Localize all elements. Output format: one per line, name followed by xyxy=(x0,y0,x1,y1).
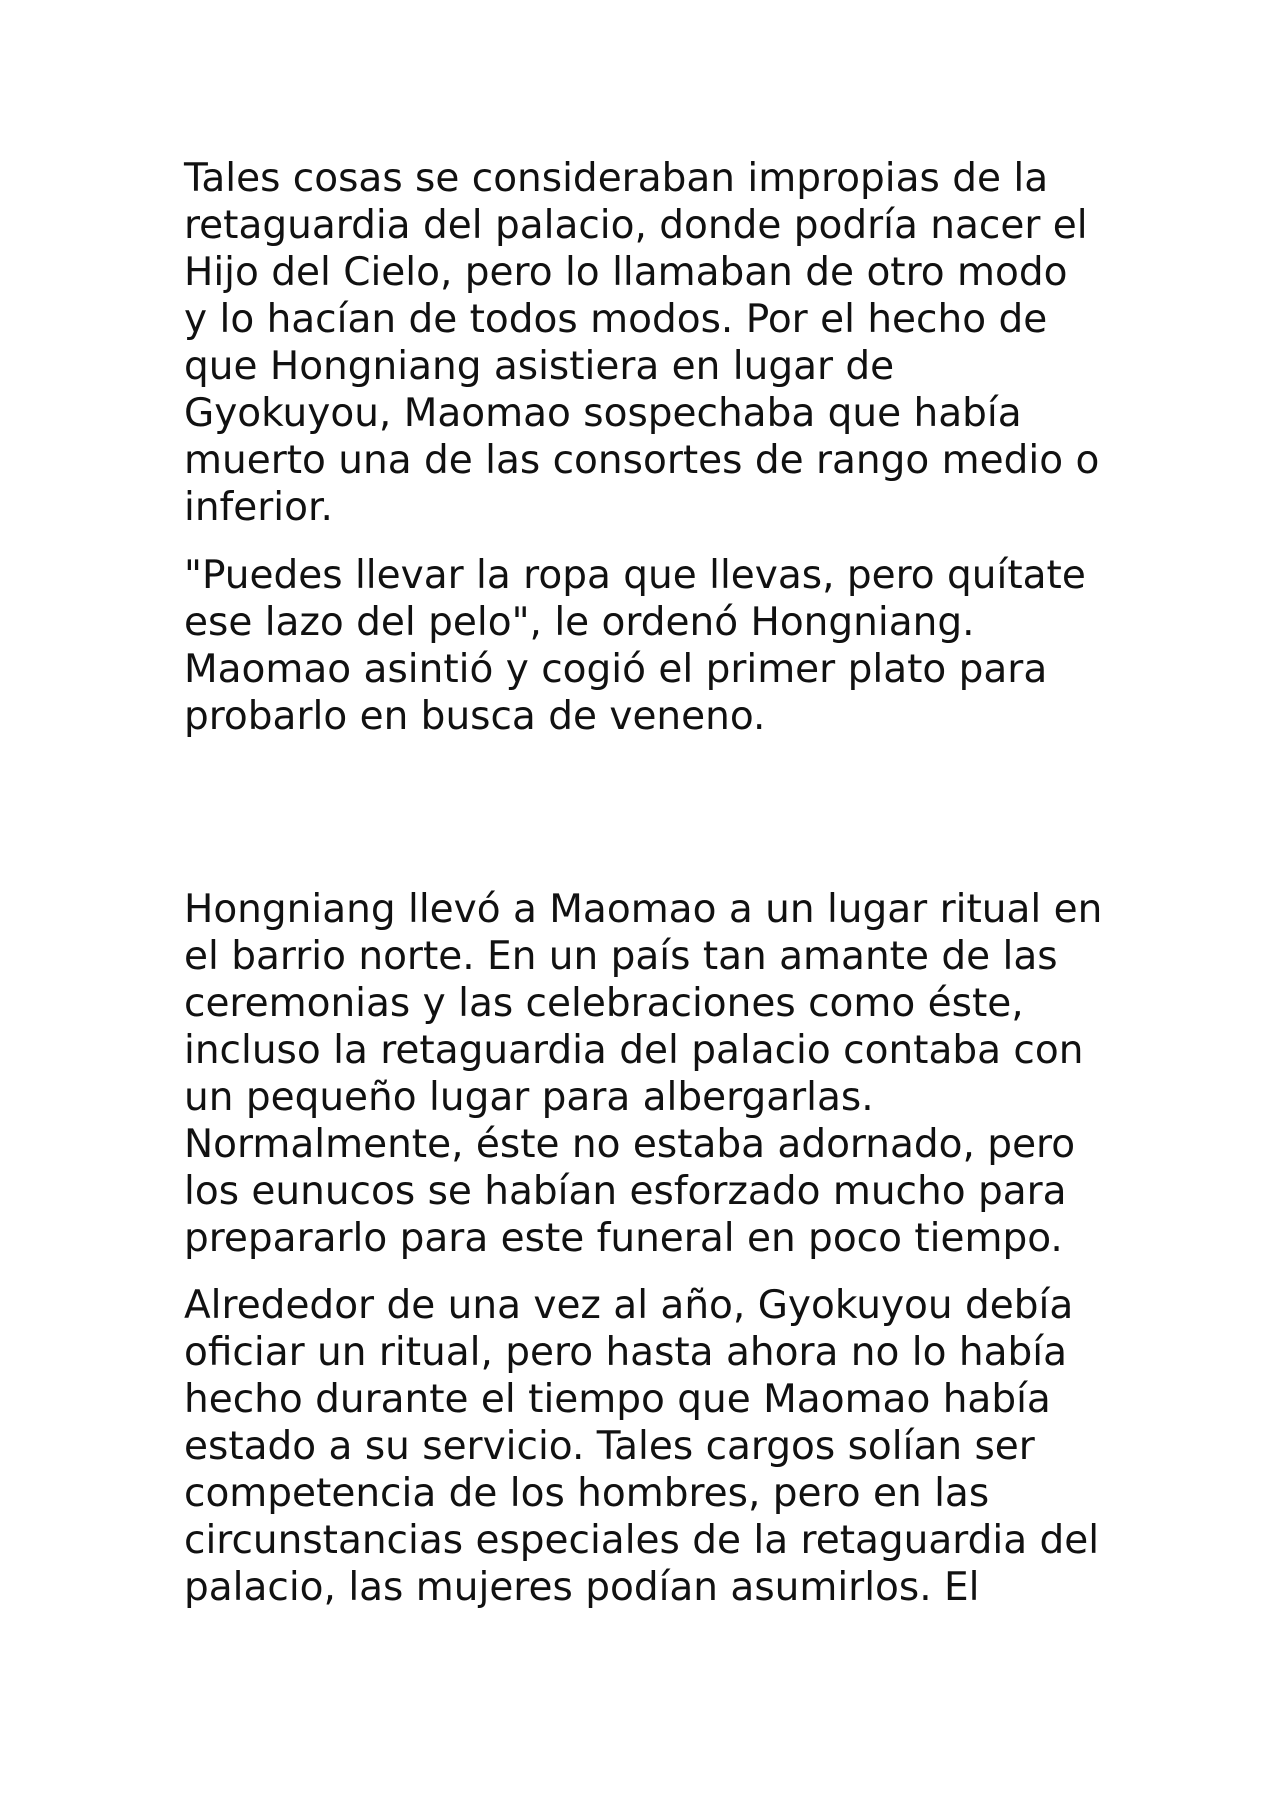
text-line: Hijo del Cielo, pero lo llamaban de otro modo xyxy=(184,250,1068,295)
text-line: Tales cosas se consideraban impropias de la xyxy=(184,156,1049,201)
text-line: prepararlo para este funeral en poco tiempo. xyxy=(184,1216,1063,1261)
text-line: competencia de los hombres, pero en las xyxy=(184,1471,990,1516)
text-line: inferior. xyxy=(184,485,333,530)
paragraph-4 xyxy=(184,1282,1144,1611)
text-line: retaguardia del palacio, donde podría nacer el xyxy=(184,203,1088,248)
text-line: Hongniang llevó a Maomao a un lugar ritual en xyxy=(184,887,1103,932)
paragraph-2 xyxy=(184,552,1144,740)
paragraph-3 xyxy=(184,886,1144,1262)
text-line: muerto una de las consortes de rango medio o xyxy=(184,438,1100,483)
text-line: ese lazo del pelo", le ordenó Hongniang. xyxy=(184,600,975,645)
text-line: Gyokuyou, Maomao sospechaba que había xyxy=(184,391,1022,436)
text-line: Alrededor de una vez al año, Gyokuyou debía xyxy=(184,1283,1074,1328)
text-line: circunstancias especiales de la retaguardia del xyxy=(184,1518,1100,1563)
text-line: incluso la retaguardia del palacio contaba con xyxy=(184,1028,1084,1073)
text-line: y lo hacían de todos modos. Por el hecho de xyxy=(184,297,1048,342)
text-line: oficiar un ritual, pero hasta ahora no lo había xyxy=(184,1330,1067,1375)
text-line: hecho durante el tiempo que Maomao había xyxy=(184,1377,1051,1422)
text-line: estado a su servicio. Tales cargos solían ser xyxy=(184,1424,1035,1469)
paragraph-1 xyxy=(184,155,1144,531)
text-line: "Puedes llevar la ropa que llevas, pero quítate xyxy=(184,553,1086,598)
text-line: ceremonias y las celebraciones como éste, xyxy=(184,981,1024,1026)
text-line: Normalmente, éste no estaba adornado, pero xyxy=(184,1122,1076,1167)
text-line: los eunucos se habían esforzado mucho para xyxy=(184,1169,1067,1214)
text-line: el barrio norte. En un país tan amante de las xyxy=(184,934,1058,979)
text-line: probarlo en busca de veneno. xyxy=(184,694,766,739)
text-line: un pequeño lugar para albergarlas. xyxy=(184,1075,874,1120)
text-line: Maomao asintió y cogió el primer plato para xyxy=(184,647,1048,692)
text-line: que Hongniang asistiera en lugar de xyxy=(184,344,895,389)
text-line: palacio, las mujeres podían asumirlos. El xyxy=(184,1565,980,1610)
